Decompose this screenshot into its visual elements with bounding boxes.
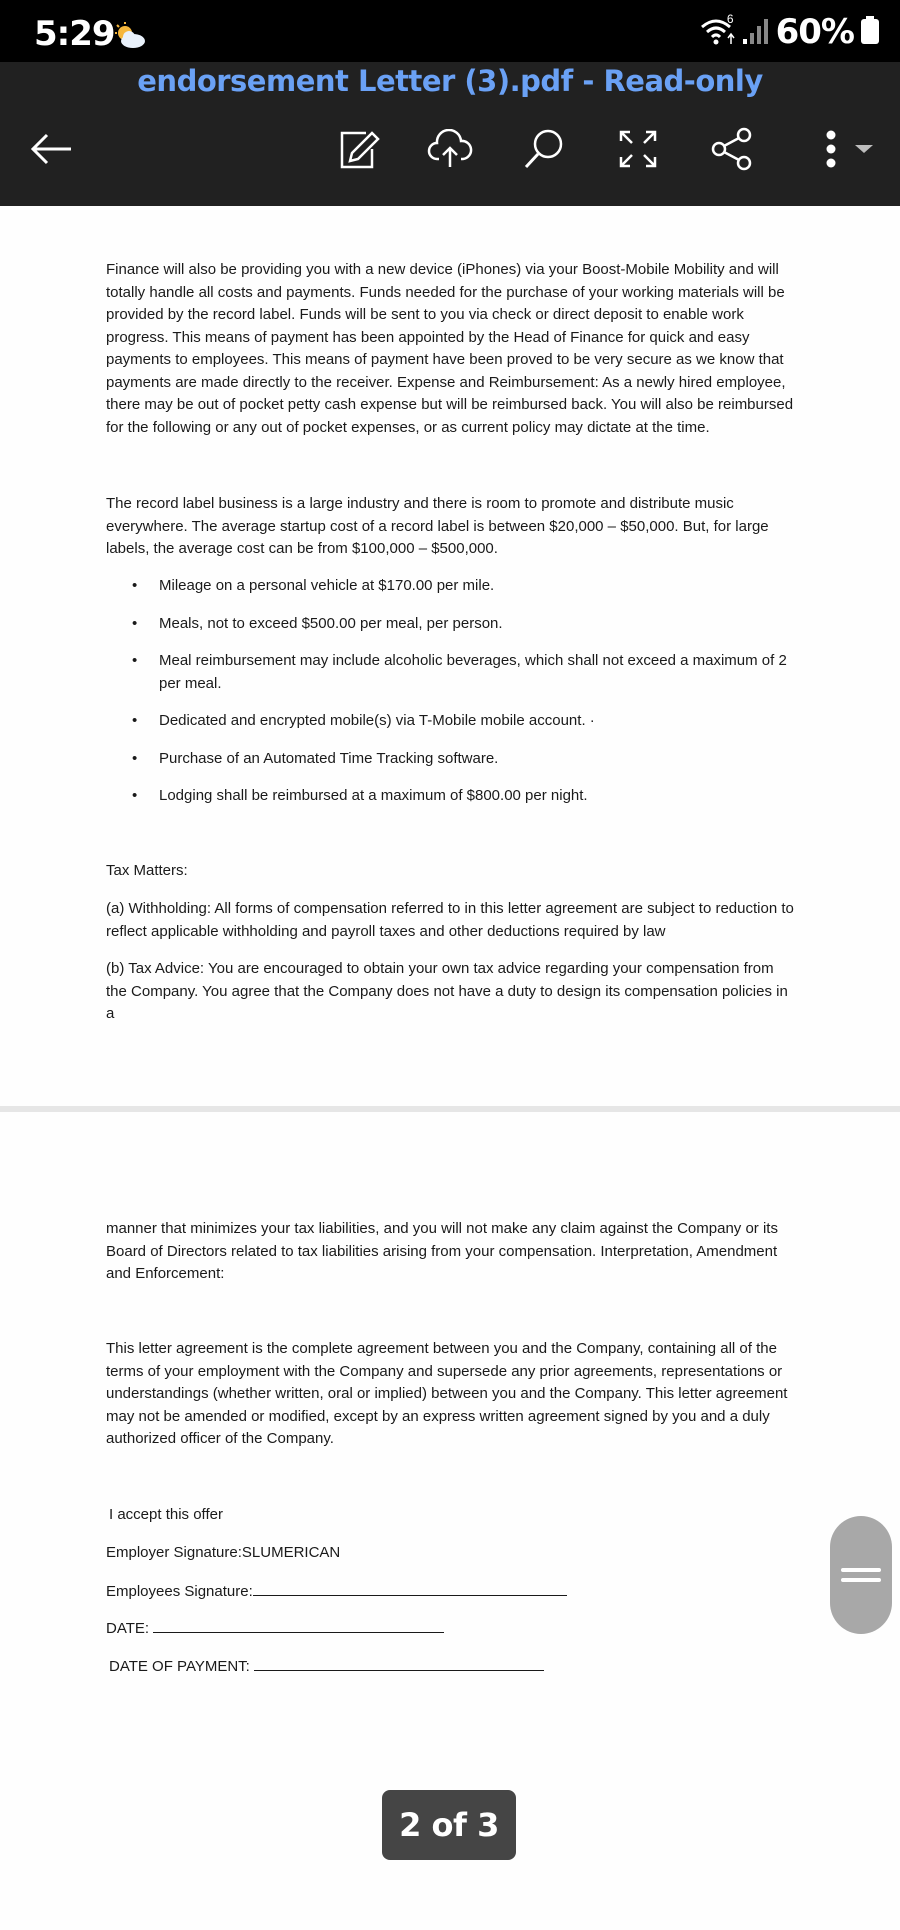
list-item: • Dedicated and encrypted mobile(s) via T-Mobile mobile account. ·	[106, 710, 796, 733]
share-button[interactable]	[707, 124, 757, 174]
more-icon	[805, 127, 875, 171]
search-icon	[522, 127, 566, 171]
status-bar	[0, 0, 900, 62]
edit-button[interactable]	[333, 124, 383, 174]
document-title: endorsement Letter (3).pdf - Read-only	[137, 64, 763, 98]
tax-withholding: (a) Withholding: All forms of compensation referred to in this letter agreement are subject to reduction to reflect applicable withholding and payroll taxes and other deductions required by law	[106, 900, 794, 940]
back-button[interactable]	[26, 124, 76, 174]
list-item: • Mileage on a personal vehicle at $170.00 per mile.	[106, 575, 796, 598]
app-toolbar	[0, 62, 900, 206]
paragraph-record-label: The record label business is a large industry and there is room to promote and distribute music everywhere. The average startup cost of a record label is between $20,000 – $50,000. But, for large labels, the average cost can be from $100,000 – $500,000.	[106, 495, 769, 557]
paragraph-tax-liabilities: manner that minimizes your tax liabilities, and you will not make any claim against the Company or its Board of Directors related to tax liabilities arising from your compensation. Interpretation, Amendment and Enforcement:	[106, 1220, 778, 1282]
tax-advice: (b) Tax Advice: You are encouraged to obtain your own tax advice regarding your compensation from the Company. You agree that the Company does not have a duty to design its compensation policies in a	[106, 960, 788, 1022]
more-options-button[interactable]	[800, 124, 880, 174]
wifi-icon	[700, 12, 736, 48]
list-item: • Lodging shall be reimbursed at a maximum of $800.00 per night.	[106, 785, 796, 808]
paragraph-agreement: This letter agreement is the complete agreement between you and the Company, containing all of the terms of your employment with the Company and supersede any prior agreements, representations or understandings (whether written, oral or implied) between you and the Company. This letter agreement may not be amended or modified, except by an express written agreement signed by you and a duly authorized officer of the Company.	[106, 1340, 788, 1447]
fullscreen-icon	[618, 129, 658, 169]
battery-icon	[860, 15, 880, 50]
signature-blank	[253, 1579, 567, 1596]
cloud-upload-icon	[427, 129, 473, 169]
fullscreen-button[interactable]	[613, 124, 663, 174]
employer-signature: Employer Signature:SLUMERICAN	[106, 1544, 341, 1561]
accept-offer-text: I accept this offer	[109, 1506, 223, 1523]
page-indicator: 2 of 3	[382, 1790, 516, 1860]
weather-partly-cloudy-icon	[113, 22, 147, 55]
reimbursement-list	[106, 575, 796, 823]
date-of-payment-blank	[254, 1654, 544, 1671]
wifi-badge: 6	[726, 12, 734, 26]
employee-signature-label: Employees Signature:	[106, 1583, 253, 1600]
share-icon	[710, 127, 754, 171]
signal-icon	[742, 15, 770, 50]
search-button[interactable]	[519, 124, 569, 174]
system-icons	[700, 14, 880, 50]
edit-icon	[336, 127, 380, 171]
back-icon	[29, 132, 73, 166]
list-item: • Meals, not to exceed $500.00 per meal, per person.	[106, 613, 796, 636]
paragraph-finance: Finance will also be providing you with a new device (iPhones) via your Boost-Mobile Mobility and will totally handle all costs and payments. Funds needed for the purchase of your working materials will be provided by the record label. Funds will be sent to you via check or direct deposit to enable work progress. This means of payment has been appointed by the Head of Finance for quick and easy payments to employees. This means of payment have been proved to be very secure as we know that payments are made directly to the receiver. Expense and Reimbursement: As a newly hired employee, there may be out of pocket petty cash expense but will be reimbursed back. You will also be reimbursed for the following or any out of pocket expenses, or as current policy may dictate at the time.	[106, 261, 794, 436]
date-line	[106, 1616, 444, 1640]
fast-scroll-handle[interactable]	[830, 1516, 892, 1634]
date-blank	[153, 1616, 444, 1633]
employee-signature-line	[106, 1579, 567, 1603]
page-separator	[0, 1106, 900, 1112]
list-item: • Purchase of an Automated Time Tracking software.	[106, 748, 796, 771]
list-item: • Meal reimbursement may include alcoholic beverages, which shall not exceed a maximum of 2 per meal.	[106, 650, 796, 695]
date-of-payment-label: DATE OF PAYMENT:	[109, 1658, 250, 1675]
date-of-payment-line	[109, 1654, 544, 1678]
battery-percent: 60%	[775, 12, 854, 52]
drag-handle-icon	[841, 1560, 881, 1590]
date-label: DATE:	[106, 1620, 150, 1637]
upload-button[interactable]	[425, 124, 475, 174]
clock: 5:29	[34, 14, 115, 54]
tax-heading: Tax Matters:	[106, 862, 188, 879]
